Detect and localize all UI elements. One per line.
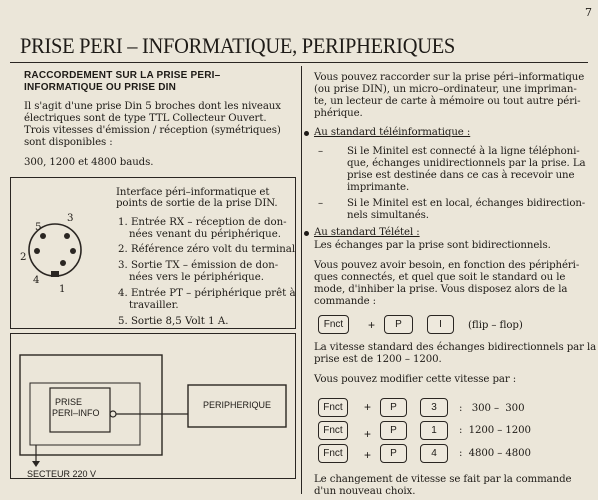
para3-line: La vitesse standard des échanges bidirectionnels par la xyxy=(314,342,597,353)
plus-sign: + xyxy=(364,448,372,462)
plus-sign: + xyxy=(368,318,376,332)
pin-label-5: 5 xyxy=(35,222,42,233)
std1-heading: Au standard téléinformatique : xyxy=(314,127,471,138)
speed-value: : 4800 – 4800 xyxy=(459,448,531,459)
din-pin-list xyxy=(118,217,294,325)
din-connector-icon xyxy=(15,208,107,288)
dash: – xyxy=(318,198,323,209)
speeds-line: 300, 1200 et 4800 bauds. xyxy=(24,157,154,168)
page-number: 7 xyxy=(585,6,592,19)
section-heading-line2: INFORMATIQUE OU PRISE DIN xyxy=(24,82,177,93)
std1-item-line: imprimante. xyxy=(347,182,410,193)
intro-line: électriques sont de type TTL Collecteur Ouvert. xyxy=(24,113,267,124)
pin-label-1: 1 xyxy=(59,284,66,295)
para5-line: d'un nouveau choix. xyxy=(314,486,416,497)
din-connector-box xyxy=(10,177,296,329)
para3-line: prise est de 1200 – 1200. xyxy=(314,354,442,365)
pin-item: 1. Entrée RX – réception de don- xyxy=(118,217,287,228)
pin-label-4: 4 xyxy=(33,275,40,286)
right-intro-line: (ou prise DIN), un micro–ordinateur, une impriman- xyxy=(314,84,577,95)
para2-line: commande : xyxy=(314,296,377,307)
std1-item-line: Si le Minitel est en local, échanges bidirection- xyxy=(347,198,586,209)
p-key: P xyxy=(380,421,407,440)
fnct-key: Fnct xyxy=(318,398,348,417)
intro-line: Il s'agit d'une prise Din 5 broches dont les niveaux xyxy=(24,101,281,112)
pin-item-cont: travailler. xyxy=(129,300,179,311)
para2-line: Vous pouvez avoir besoin, en fonction des périphéri- xyxy=(314,260,580,271)
p-key: P xyxy=(380,444,407,463)
pin-label-2: 2 xyxy=(20,252,27,263)
pin-label-3: 3 xyxy=(67,213,74,224)
intro-line: Trois vitesses d'émission / réception (symétriques) xyxy=(24,125,281,136)
dash: – xyxy=(318,146,323,157)
speed-value: : 1200 – 1200 xyxy=(459,425,531,436)
para5-line: Le changement de vitesse se fait par la commande xyxy=(314,474,572,485)
din-caption-line: points de sortie de la prise DIN. xyxy=(116,198,278,209)
intro-line: sont disponibles : xyxy=(24,137,113,148)
pin-item: 4. Entrée PT – périphérique prêt à xyxy=(118,288,296,299)
pin-item-cont: nées vers le périphérique. xyxy=(129,272,264,283)
fnct-key: Fnct xyxy=(318,444,348,463)
std1-item-line: nels simultanés. xyxy=(347,210,429,221)
right-intro-line: Vous pouvez raccorder sur la prise péri–informatique xyxy=(314,72,585,83)
i-key: I xyxy=(427,315,454,334)
speed-value: : 300 – 300 xyxy=(459,403,525,414)
para4-line: Vous pouvez modifier cette vitesse par : xyxy=(314,374,517,385)
pin-item: 5. Sortie 8,5 Volt 1 A. xyxy=(118,316,229,327)
prise-label: PRISE xyxy=(55,397,83,407)
digit-key-4: 4 xyxy=(420,444,448,463)
column-divider xyxy=(301,66,302,494)
para2-line: mode, d'inhiber la prise. Vous disposez alors de la xyxy=(314,284,568,295)
std1-item-line: que, échanges unidirectionnels par la prise. La xyxy=(347,158,586,169)
peripherique-label: PERIPHERIQUE xyxy=(203,400,272,410)
std1-item-line: prise est destinée dans ce cas à recevoir une xyxy=(347,170,575,181)
plus-sign: + xyxy=(364,427,372,441)
digit-key-1: 1 xyxy=(420,421,448,440)
right-intro-line: phérique. xyxy=(314,108,363,119)
digit-key-3: 3 xyxy=(420,398,448,417)
p-key: P xyxy=(384,315,413,334)
bullet-icon xyxy=(304,231,309,236)
prise-label: PERI–INFO xyxy=(52,408,100,418)
para2-line: ques connectés, et quel que soit le standard ou le xyxy=(314,272,566,283)
secteur-label: SECTEUR 220 V xyxy=(27,469,97,479)
std1-item-line: Si le Minitel est connecté à la ligne téléphoni- xyxy=(347,146,580,157)
pin-item: 2. Référence zéro volt du terminal xyxy=(118,244,296,255)
din-caption-line: Interface péri–informatique et xyxy=(116,187,270,198)
p-key: P xyxy=(380,398,407,417)
section-heading-line1: RACCORDEMENT SUR LA PRISE PERI– xyxy=(24,70,221,81)
flip-flop-label: (flip – flop) xyxy=(468,320,523,331)
pin-item: 3. Sortie TX – émission de don- xyxy=(118,260,279,271)
plus-sign: + xyxy=(364,400,372,414)
title-rule xyxy=(10,62,588,63)
std2-heading: Au standard Télétel : xyxy=(314,227,420,238)
fnct-key: Fnct xyxy=(318,421,348,440)
page-title: PRISE PERI – INFORMATIQUE, PERIPHERIQUES xyxy=(20,33,456,58)
fnct-key: Fnct xyxy=(318,315,349,334)
bullet-icon xyxy=(304,131,309,136)
pin-item-cont: nées venant du périphérique. xyxy=(129,229,281,240)
std2-line: Les échanges par la prise sont bidirectionnels. xyxy=(314,240,551,251)
right-intro-line: te, un lecteur de carte à mémoire ou tout autre péri- xyxy=(314,96,581,107)
